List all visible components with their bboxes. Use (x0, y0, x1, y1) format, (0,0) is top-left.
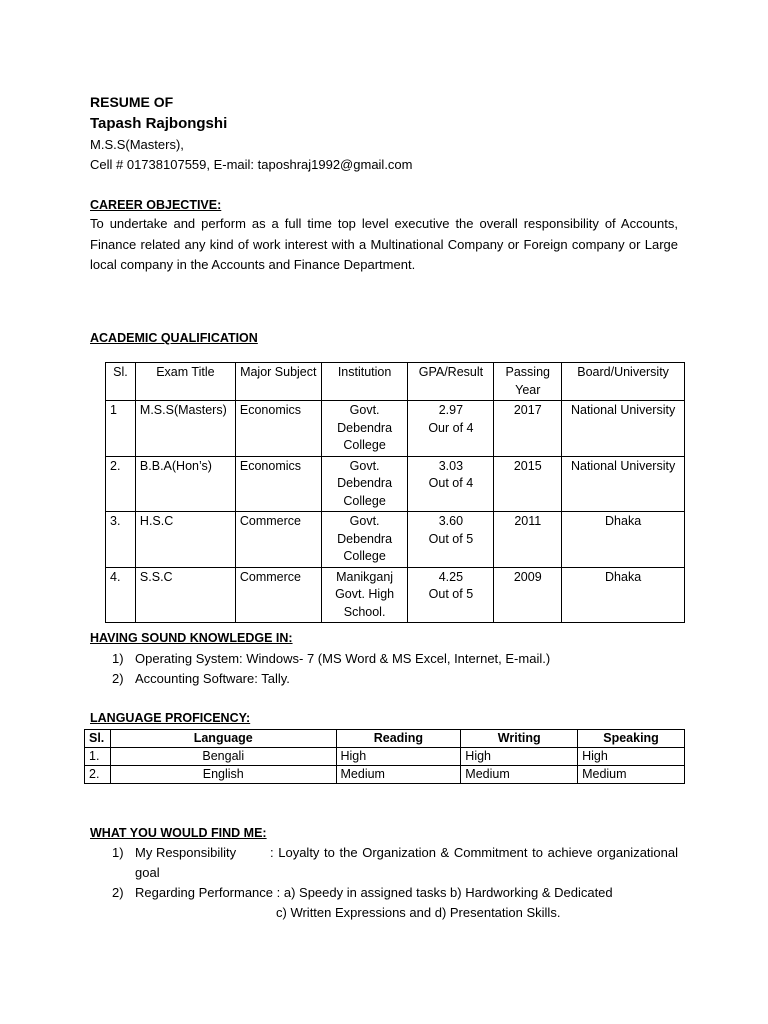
col-header: Reading (336, 730, 461, 748)
candidate-name: Tapash Rajbongshi (90, 115, 228, 132)
gpa-cell (408, 456, 494, 512)
col-header: Sl. (85, 730, 111, 748)
year-cell: 2009 (494, 567, 562, 623)
speaking-cell: Medium (578, 766, 685, 784)
writing-cell: Medium (461, 766, 578, 784)
list-text: Accounting Software: Tally. (135, 671, 290, 686)
gpa-scale: Our of 4 (428, 420, 474, 435)
sl-cell: 1. (85, 748, 111, 766)
language-cell: Bengali (110, 748, 336, 766)
gpa-scale: Out of 5 (428, 531, 474, 546)
career-objective-heading: CAREER OBJECTIVE: (90, 198, 222, 212)
col-header: Language (110, 730, 336, 748)
table-row (85, 748, 685, 766)
exam-cell: S.S.C (135, 567, 235, 623)
language-table (84, 729, 685, 784)
academic-heading: ACADEMIC QUALIFICATION (90, 331, 258, 345)
sl-cell: 4. (106, 567, 136, 623)
list-text: Operating System: Windows- 7 (MS Word & MS Excel, Internet, E-mail.) (135, 651, 551, 666)
institution-cell: Govt. Debendra College (321, 512, 408, 568)
table-row (106, 567, 685, 623)
findme-item2-text: Regarding Performance : a) Speedy in assigned tasks b) Hardworking & Dedicated (135, 885, 613, 900)
contact-line: Cell # 01738107559, E-mail: taposhraj1992@gmail.com (90, 157, 413, 172)
list-item (112, 669, 550, 689)
career-objective-text: To undertake and perform as a full time top level executive the overall responsibility of Accounts, Finance related any kind of work interest with a Multinational Company or Foreign company or Large local company in the Accounts and Finance Department. (90, 216, 678, 272)
table-row (106, 456, 685, 512)
sl-cell: 1 (106, 401, 136, 457)
sl-cell: 3. (106, 512, 136, 568)
exam-cell: B.B.A(Hon’s) (135, 456, 235, 512)
language-heading: LANGUAGE PROFICENCY: (90, 711, 251, 725)
degree-line: M.S.S(Masters), (90, 137, 184, 152)
list-number: 2) (112, 671, 124, 686)
year-cell: 2015 (494, 456, 562, 512)
col-header: Sl. (106, 363, 136, 401)
academic-header-row (106, 363, 685, 401)
col-header: Major Subject (235, 363, 321, 401)
col-header: Writing (461, 730, 578, 748)
resume-of-label: RESUME OF (90, 94, 174, 110)
language-header-row (85, 730, 685, 748)
institution-cell: Govt. Debendra College (321, 401, 408, 457)
findme-heading: WHAT YOU WOULD FIND ME: (90, 826, 267, 840)
board-cell: National University (562, 456, 685, 512)
findme-item1-number: 1) (112, 845, 124, 860)
sl-cell: 2. (106, 456, 136, 512)
reading-cell: Medium (336, 766, 461, 784)
table-row (85, 766, 685, 784)
gpa-value: 4.25 (438, 569, 464, 584)
findme-item2-number: 2) (112, 885, 124, 900)
findme-item2-continuation: c) Written Expressions and d) Presentation Skills. (276, 905, 561, 920)
findme-item1-text: : Loyalty to the Organization & Commitment to achieve organizational (270, 845, 678, 860)
list-number: 1) (112, 651, 124, 666)
board-cell: Dhaka (562, 512, 685, 568)
gpa-cell (408, 512, 494, 568)
col-header: Institution (321, 363, 408, 401)
list-item (112, 649, 550, 669)
knowledge-list (112, 649, 550, 689)
gpa-value: 3.03 (438, 458, 464, 473)
language-cell: English (110, 766, 336, 784)
col-header: Passing Year (494, 363, 562, 401)
major-cell: Economics (235, 401, 321, 457)
board-cell: Dhaka (562, 567, 685, 623)
sl-cell: 2. (85, 766, 111, 784)
year-cell: 2017 (494, 401, 562, 457)
major-cell: Economics (235, 456, 321, 512)
gpa-scale: Out of 4 (428, 476, 474, 490)
gpa-cell (408, 401, 494, 457)
board-cell: National University (562, 401, 685, 457)
knowledge-heading: HAVING SOUND KNOWLEDGE IN: (90, 631, 293, 645)
findme-item1-continuation: goal (135, 865, 160, 880)
major-cell: Commerce (235, 512, 321, 568)
academic-table (105, 362, 685, 623)
gpa-value: 3.60 (438, 514, 464, 528)
year-cell: 2011 (494, 512, 562, 568)
gpa-value: 2.97 (438, 403, 464, 417)
institution-cell: Govt. Debendra College (321, 456, 408, 512)
col-header: GPA/Result (408, 363, 494, 401)
speaking-cell: High (578, 748, 685, 766)
reading-cell: High (336, 748, 461, 766)
exam-cell: H.S.C (135, 512, 235, 568)
exam-cell: M.S.S(Masters) (135, 401, 235, 457)
col-header: Board/University (562, 363, 685, 401)
findme-item1-label: My Responsibility (135, 845, 237, 860)
table-row (106, 512, 685, 568)
writing-cell: High (461, 748, 578, 766)
major-cell: Commerce (235, 567, 321, 623)
col-header: Speaking (578, 730, 685, 748)
table-row (106, 401, 685, 457)
gpa-scale: Out of 5 (428, 587, 474, 601)
institution-cell: Manikganj Govt. High School. (321, 567, 408, 623)
col-header: Exam Title (135, 363, 235, 401)
gpa-cell (408, 567, 494, 623)
